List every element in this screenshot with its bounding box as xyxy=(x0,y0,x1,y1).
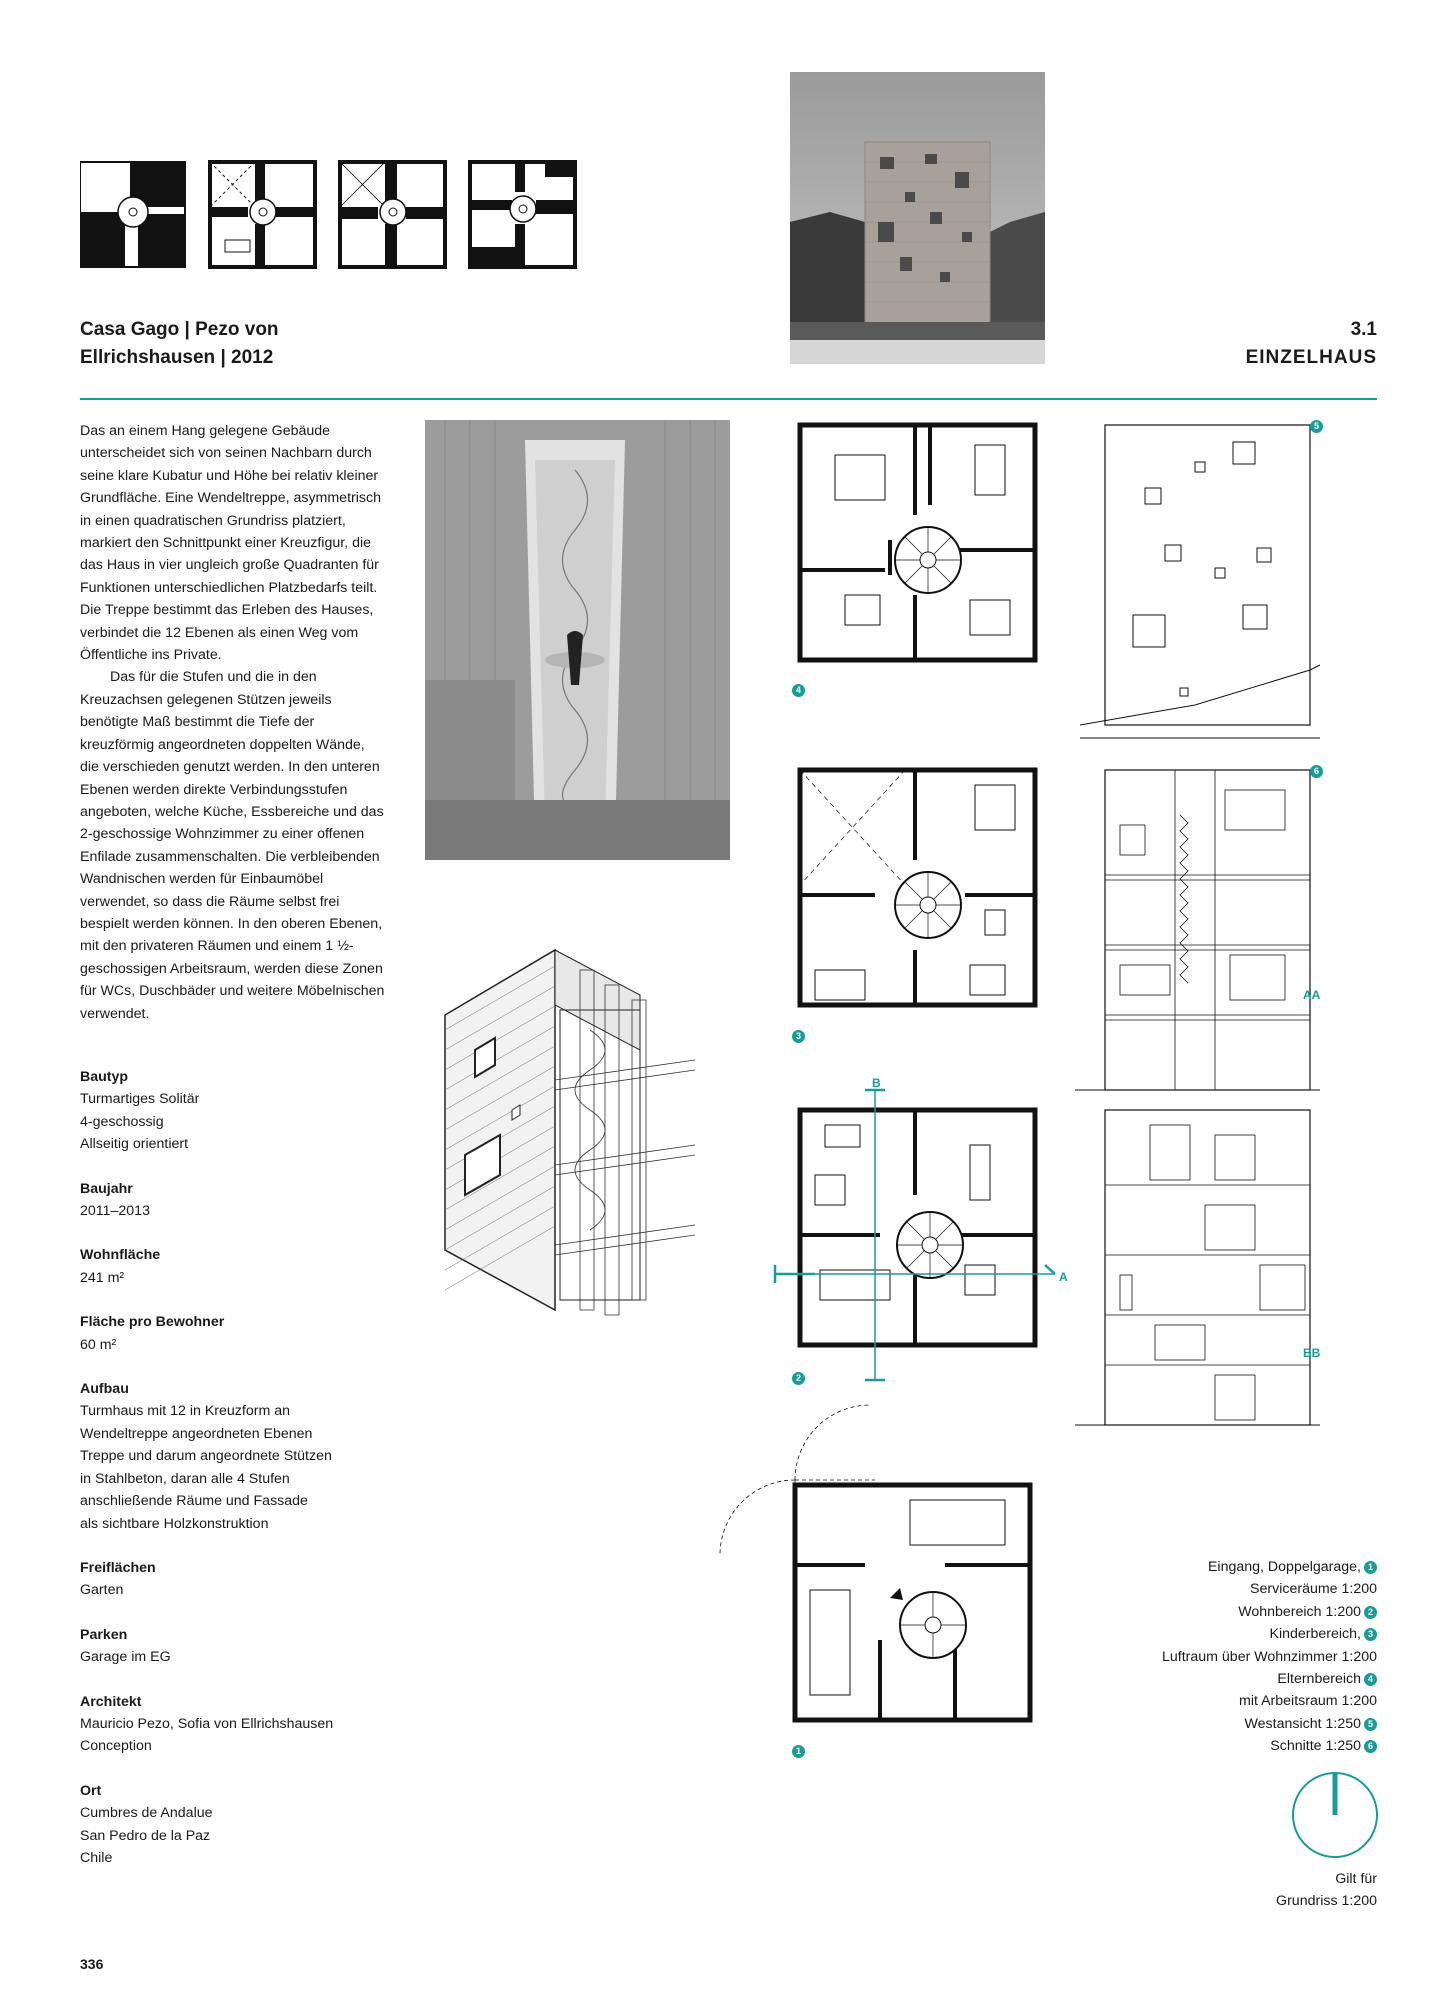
legend-item: Eingang, Doppelgarage, 1 xyxy=(1037,1556,1377,1578)
scale-note-line-1: Gilt für xyxy=(1335,1871,1377,1887)
fact-wohnflaeche xyxy=(80,1244,400,1289)
floor-plan-4 xyxy=(790,420,1045,665)
legend-item: Serviceräume 1:200 xyxy=(1250,1581,1377,1598)
fact-value: Turmartiges Solitär xyxy=(80,1091,200,1108)
legend-item: Luftraum über Wohnzimmer 1:200 xyxy=(1161,1648,1377,1665)
header-rule xyxy=(80,398,1377,400)
floor-plan-3 xyxy=(790,765,1045,1010)
section-aa xyxy=(1075,765,1320,1095)
fact-parken xyxy=(80,1624,400,1669)
fact-value: Turmhaus mit 12 in Kreuzform an xyxy=(80,1403,290,1420)
page-number: 336 xyxy=(80,1956,104,1972)
fact-ort xyxy=(80,1780,400,1870)
fact-value: Wendeltreppe angeordneten Ebenen xyxy=(80,1425,313,1442)
fact-value: Mauricio Pezo, Sofia von Ellrichshausen xyxy=(80,1715,334,1732)
page-title xyxy=(80,316,460,372)
section-number: 3.1 xyxy=(1350,319,1377,340)
fact-value: 2011–2013 xyxy=(80,1203,150,1220)
west-elevation xyxy=(1075,420,1325,740)
legend-badge: 2 xyxy=(1364,1606,1377,1619)
plan-number-5: 5 xyxy=(1310,420,1323,433)
fact-value: 4-geschossig xyxy=(80,1113,164,1130)
title-line-2: Ellrichshausen | 2012 xyxy=(80,347,274,368)
concept-diagram-3 xyxy=(340,162,445,267)
legend-badge: 4 xyxy=(1364,1673,1377,1686)
fact-value: Treppe und darum angeordnete Stützen xyxy=(80,1448,332,1465)
fact-flaeche-pro-bewohner xyxy=(80,1311,400,1356)
scale-note xyxy=(1276,1868,1377,1913)
fact-value: Cumbres de Andalue xyxy=(80,1805,213,1822)
fact-value: Garage im EG xyxy=(80,1649,171,1666)
plan-number-3: 3 xyxy=(792,1030,805,1043)
section-name: EINZELHAUS xyxy=(1245,347,1377,368)
section-mark-b: B xyxy=(872,1076,881,1090)
plan-number-4: 4 xyxy=(792,684,805,697)
plan-number-1: 1 xyxy=(792,1745,805,1758)
concept-diagrams xyxy=(80,160,590,272)
legend-badge: 5 xyxy=(1364,1718,1377,1731)
fact-value: Garten xyxy=(80,1582,124,1599)
fact-value: San Pedro de la Paz xyxy=(80,1827,211,1844)
plan-number-6: 6 xyxy=(1310,765,1323,778)
fact-freiflaechen xyxy=(80,1557,400,1602)
legend-item: Elternbereich 4 xyxy=(1037,1668,1377,1690)
fact-value: Allseitig orientiert xyxy=(80,1136,189,1153)
scale-note-line-2: Grundriss 1:200 xyxy=(1276,1893,1377,1910)
fact-label: Baujahr xyxy=(80,1180,133,1197)
floor-plan-1 xyxy=(715,1400,1050,1725)
legend-item: Kinderbereich, 3 xyxy=(1037,1623,1377,1645)
fact-label: Freiflächen xyxy=(80,1559,156,1576)
fact-aufbau xyxy=(80,1378,400,1535)
fact-value: 60 m² xyxy=(80,1336,117,1353)
plan-number-2: 2 xyxy=(792,1372,805,1385)
body-paragraph-2: Das für die Stufen und die in den Kreuzachsen gelegenen Stützen jeweils benötigte Maß bestimmt die Tiefe der kreuzförmig angeordneten doppelten Wände, die verschieden genutzt werden. In den unteren Ebenen werden direkte Verbindungsstufen angeboten, welche Küche, Essbereiche und das 2-geschossige Wohnzimmer zu einer offenen Enfilade zusammenschalten. Die verbleibenden Wandnischen werden für Einbaumöbel verwendet, so dass die Räume selbst frei bespielt werden können. In den oberen Ebenen, mit den privateren Räumen und einem 1 ½-geschossigen Arbeitsraum, werden diese Zonen für WCs, Duschbäder und weitere Möbelnischen verwendet. xyxy=(80,669,385,1022)
legend-item: Wohnbereich 1:200 2 xyxy=(1037,1601,1377,1623)
section-label-bb: BB xyxy=(1303,1346,1321,1360)
house-exterior-photo xyxy=(790,72,1045,364)
legend-badge: 1 xyxy=(1364,1561,1377,1574)
fact-label: Ort xyxy=(80,1782,102,1799)
section-mark-a: A xyxy=(1059,1270,1068,1284)
project-facts xyxy=(80,1066,400,1891)
floor-plan-2 xyxy=(770,1075,1070,1385)
north-arrow-icon xyxy=(1290,1770,1380,1860)
fact-value: 241 m² xyxy=(80,1269,125,1286)
concept-diagram-4 xyxy=(470,162,575,267)
fact-architekt xyxy=(80,1691,400,1758)
fact-label: Parken xyxy=(80,1626,128,1643)
legend-badge: 6 xyxy=(1364,1740,1377,1753)
body-paragraph-1: Das an einem Hang gelegene Gebäude unterscheidet sich von seinen Nachbarn durch seine klare Kubatur und Höhe bei relativ kleiner Grundfläche. Eine Wendeltreppe, asymmetrisch in einen quadratischen Grundriss platziert, markiert den Schnittpunkt einer Kreuzfigur, die das Haus in vier ungleich große Quadranten für Funktionen unterschiedlichen Platzbedarfs teilt. Die Treppe bestimmt das Erleben des Hauses, verbindet die 12 Ebenen als einen Weg vom Öffentliche ins Private. xyxy=(80,423,381,664)
section-bb xyxy=(1075,1105,1320,1430)
fact-label: Wohnfläche xyxy=(80,1247,161,1264)
fact-bautyp xyxy=(80,1066,400,1156)
legend-item: Schnitte 1:250 6 xyxy=(1037,1735,1377,1757)
fact-value: als sichtbare Holzkonstruktion xyxy=(80,1515,269,1532)
fact-label: Fläche pro Bewohner xyxy=(80,1314,225,1331)
concept-diagram-2 xyxy=(210,162,315,267)
section-label-aa: AA xyxy=(1303,988,1321,1002)
interior-stair-photo xyxy=(425,420,730,860)
fact-value: anschließende Räume und Fassade xyxy=(80,1493,308,1510)
fact-label: Architekt xyxy=(80,1693,142,1710)
axonometric-drawing xyxy=(440,930,705,1350)
fact-label: Bautyp xyxy=(80,1069,129,1085)
fact-value: in Stahlbeton, daran alle 4 Stufen xyxy=(80,1470,290,1487)
title-line-1: Casa Gago | Pezo von xyxy=(80,319,279,340)
legend-item: Westansicht 1:250 5 xyxy=(1037,1713,1377,1735)
concept-diagram-1 xyxy=(80,162,185,267)
legend-badge: 3 xyxy=(1364,1628,1377,1641)
fact-value: Chile xyxy=(80,1849,113,1866)
fact-label: Aufbau xyxy=(80,1381,129,1398)
fact-baujahr xyxy=(80,1178,400,1223)
legend-item: mit Arbeitsraum 1:200 xyxy=(1239,1693,1377,1710)
body-text xyxy=(80,420,385,1025)
fact-value: Conception xyxy=(80,1738,152,1755)
drawing-legend xyxy=(1037,1556,1377,1758)
